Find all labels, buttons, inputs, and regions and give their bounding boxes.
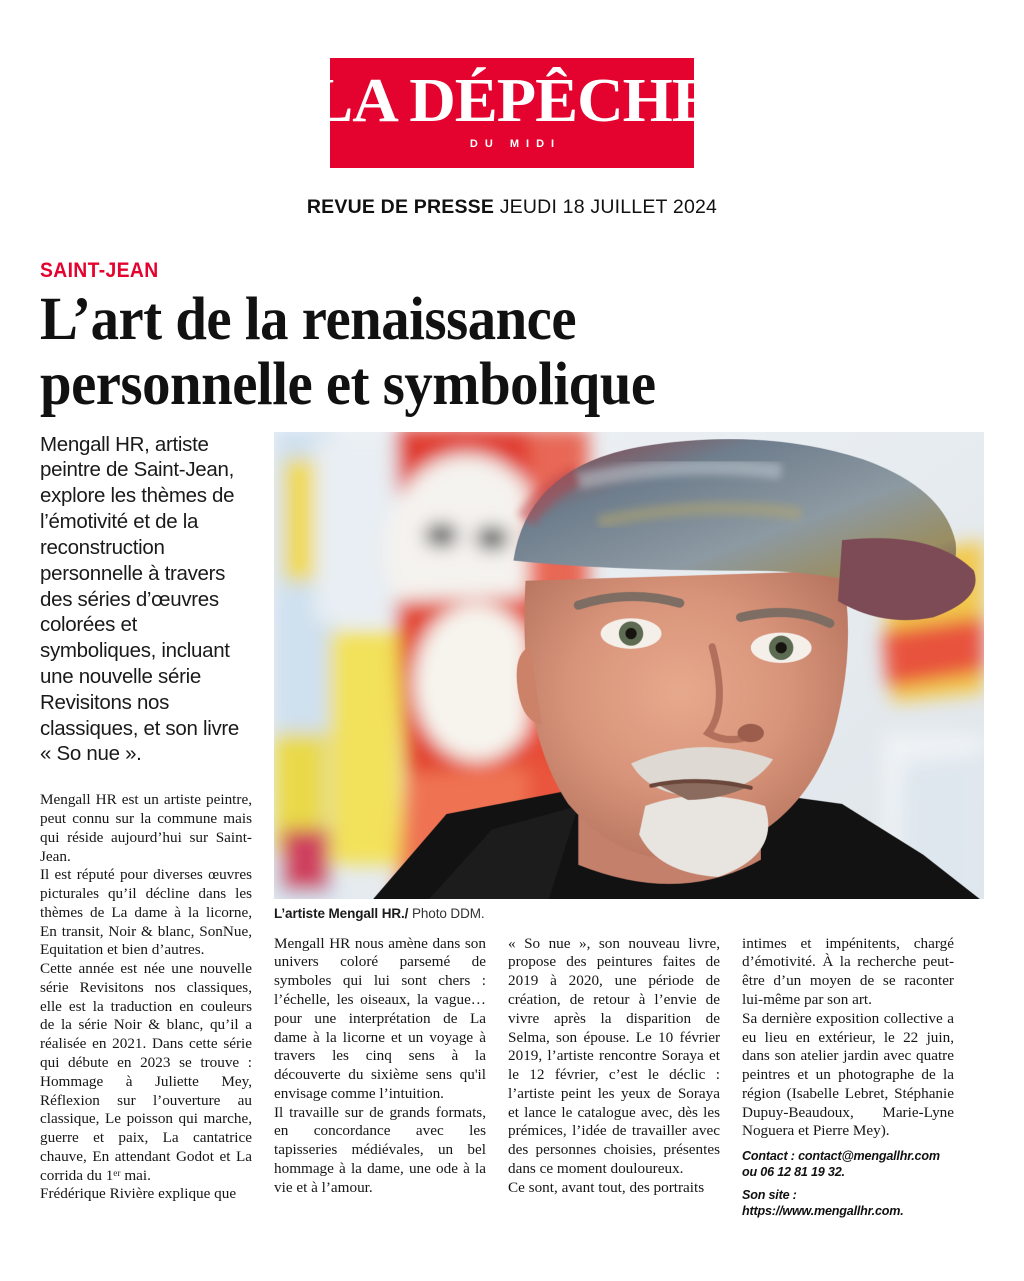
- photo-column: [274, 432, 984, 1220]
- body-column-4: [742, 935, 954, 1220]
- masthead-subtitle: DU MIDI: [469, 138, 562, 150]
- paragraph: Ce sont, avant tout, des portraits: [508, 1178, 705, 1196]
- article: [0, 259, 1024, 1220]
- body-column-1: [40, 791, 252, 1204]
- paragraph: Frédérique Rivière explique que: [40, 1185, 237, 1203]
- la-depeche-logo: [310, 58, 714, 168]
- headline-line-1: L’art de la renaissance: [40, 286, 577, 353]
- masthead-container: [0, 0, 1024, 168]
- paragraph: « So nue », son nouveau livre, propose des peintures faites de 2019 à 2020, une période de création, de retour à l’envie de vivre après la disparition de Selma, son épouse. Le 10 février 2019, l’artiste rencontre Soraya et le 12 février, c’est le déclic : l’artiste peint les yeux de Soraya et lance le catalogue avec, dès les prémices, l’idée de travailler avec des personnes choisies, présentes dans ce moment douloureux.: [508, 934, 720, 1177]
- paragraph: Mengall HR nous amène dans son univers coloré parsemé de symboles qui lui sont chers : l’échelle, les oiseaux, la vague… pour une interprétation de La dame à la licorne et un voyage à travers les cinq sens à la découverte du sixième sens qu'il envisage comme l’intuition.: [274, 934, 486, 1102]
- press-review-line: [0, 196, 1024, 219]
- website-line: Son site : https://www.mengallhr.com.: [742, 1188, 904, 1219]
- article-kicker: SAINT-JEAN: [40, 259, 159, 282]
- paragraph: Il est réputé pour diverses œuvres picturales qu’il décline dans les thèmes de La dame à la licorne, En transit, Noir & blanc, SonNue, Equitation et bien d’autres.: [40, 866, 252, 959]
- paragraph: Mengall HR est un artiste peintre, peut connu sur la commune mais qui réside aujourd’hui sur Saint-Jean.: [40, 791, 252, 865]
- left-column: [40, 432, 252, 1205]
- photo-caption-title: L’artiste Mengall HR./: [274, 905, 409, 921]
- body-column-2: [274, 935, 486, 1220]
- paragraph: Il travaille sur de grands formats, en concordance avec les tapisseries médiévales, un bel hommage à la dame, une ode à la vie et à l’amour.: [274, 1103, 486, 1196]
- body-column-3: [508, 935, 720, 1220]
- press-review-label: REVUE DE PRESSE: [306, 196, 495, 218]
- photo-caption: [274, 906, 984, 922]
- press-review-date: JEUDI 18 JUILLET 2024: [494, 196, 718, 218]
- article-photo: [274, 432, 984, 899]
- article-top-block: [40, 432, 984, 1220]
- portrait-illustration: [274, 432, 984, 899]
- body-column-4-text: [742, 935, 954, 1141]
- masthead-title: LA DÉPÊCHE: [310, 67, 714, 135]
- paragraph: Sa dernière exposition collective a eu lieu en extérieur, le 22 juin, dans son atelier jardin avec quatre peintres et un photographe de la région (Isabelle Lebret, Stéphanie Dupuy-Beaudoux, Marie-Lyne Noguera et Pierre Mey).: [742, 1009, 954, 1140]
- photo-caption-credit: Photo DDM.: [408, 905, 485, 921]
- paragraph: intimes et impénitents, chargé d’émotivité. À la recherche peut-être d’un moyen de se raconter lui-même par son art.: [742, 934, 954, 1009]
- headline-line-2: personnelle et symbolique: [40, 351, 656, 419]
- contact-line: Contact : contact@mengallhr.com ou 06 12 81 19 32.: [742, 1149, 940, 1180]
- page-title: [40, 287, 918, 418]
- lower-columns: [274, 935, 984, 1220]
- paragraph: Cette année est née une nouvelle série Revisitons nos classiques, elle est la traduction en couleurs de la série Noir & blanc, qu’il a réalisée en 2021. Dans cette série qui débute en 2023 se trouve : Hommage à Juliette Mey, Réflexion sur l’ouverture au classique, Le poisson qui marche, guerre et paix, La cantatrice chauve, En attendant Godot et La corrida du 1ᵉʳ mai.: [40, 960, 252, 1184]
- article-standfirst: Mengall HR, artiste peintre de Saint-Jean, explore les thèmes de l’émotivité et de la reconstruction personnelle à travers des séries d’œuvres colorées et symboliques, incluant une nouvelle série Revisitons nos classiques, et son livre « So nue ».: [40, 432, 240, 766]
